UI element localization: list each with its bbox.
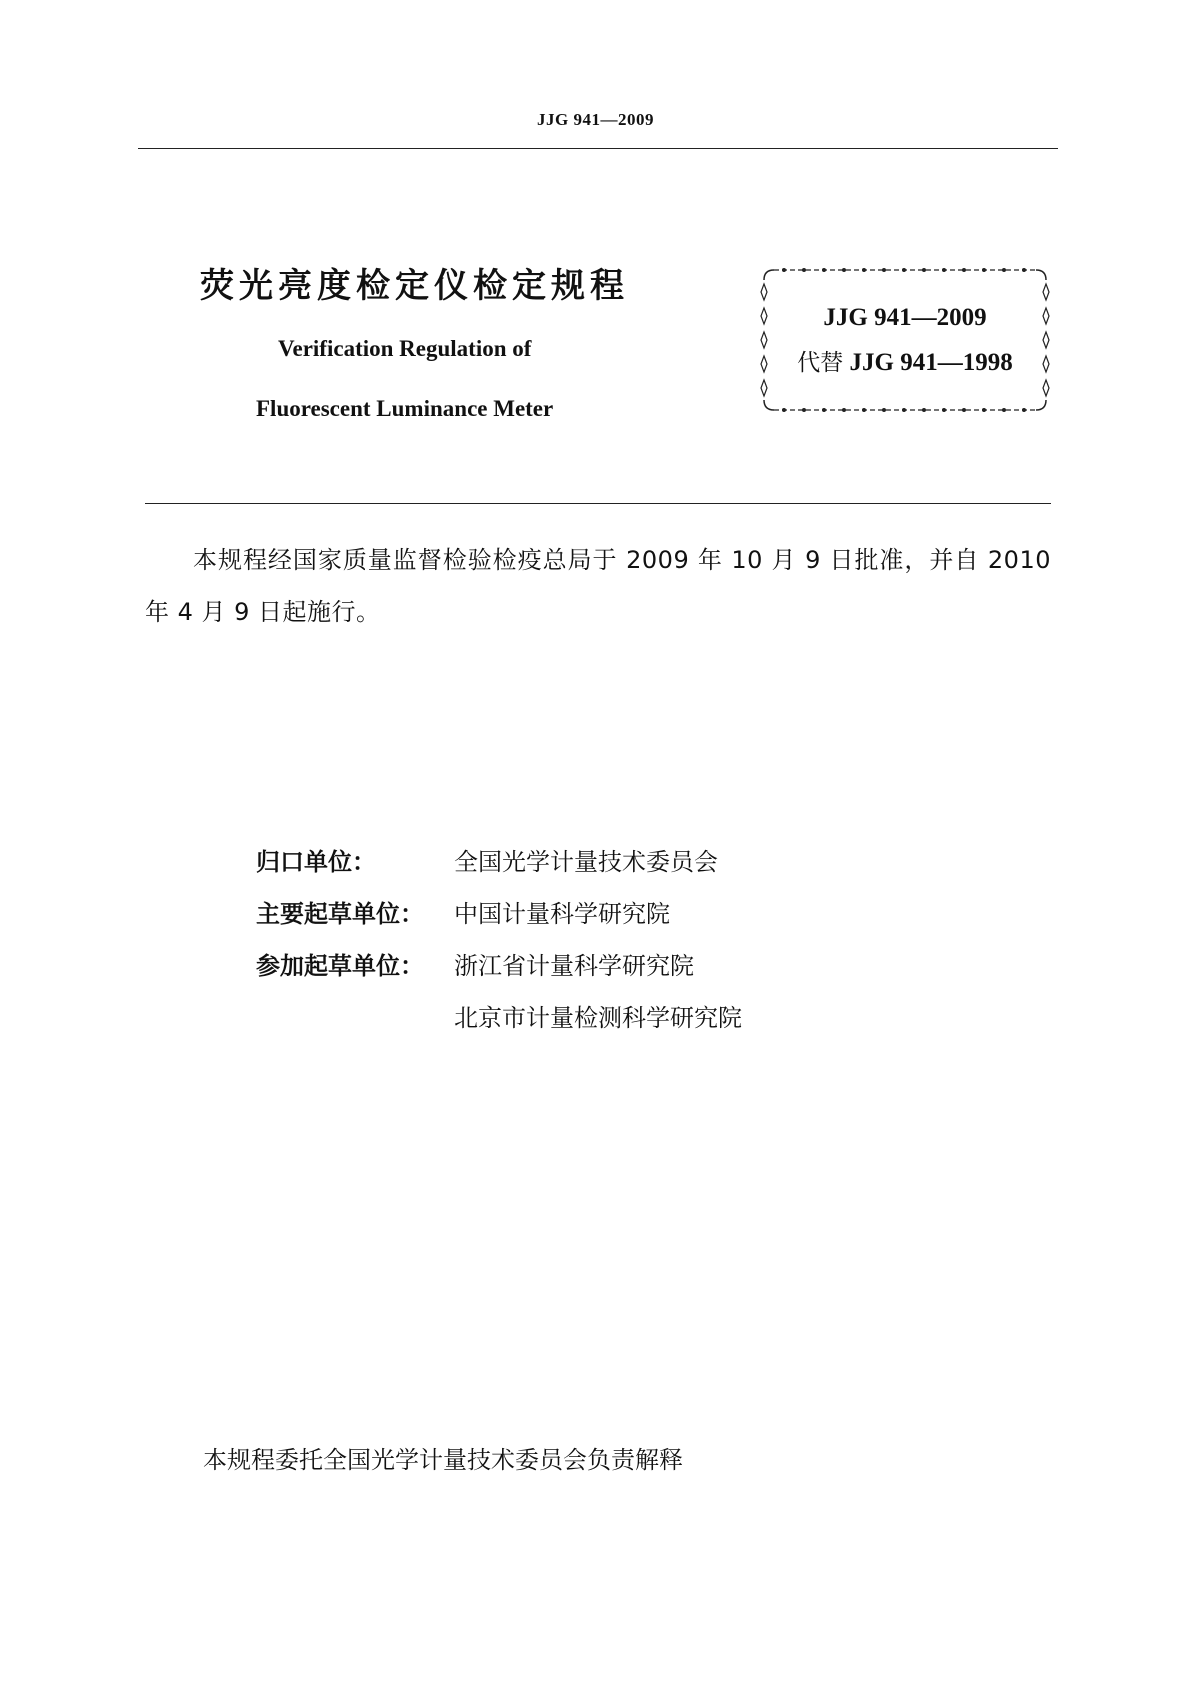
replaces-line — [760, 344, 1050, 377]
running-header-code: JJG 941—2009 — [537, 110, 654, 129]
replaces-code: JJG 941—1998 — [849, 349, 1013, 376]
top-rule — [138, 148, 1058, 149]
title-chinese: 荧光亮度检定仪检定规程 — [200, 266, 629, 306]
org-label-text: 参加起草单位： — [256, 952, 424, 980]
org-label-participating-drafter — [256, 946, 454, 981]
org-value-main-drafter: 中国计量科学研究院 — [454, 900, 670, 928]
title-english-line-2: Fluorescent Luminance Meter — [256, 396, 554, 421]
standard-code: JJG 941—2009 — [823, 304, 987, 331]
org-value-participating-drafter-2: 北京市计量检测科学研究院 — [454, 1004, 742, 1032]
title-english-line-1: Verification Regulation of — [278, 336, 532, 361]
org-value-participating-drafter-1: 浙江省计量科学研究院 — [454, 952, 694, 980]
org-label-main-drafter — [256, 894, 454, 929]
org-label-text: 归口单位： — [256, 848, 376, 876]
approval-statement: 本规程经国家质量监督检验检疫总局于 2009 年 10 月 9 日批准，并自 2010 年 4 月 9 日起施行。 — [145, 546, 1051, 626]
ornamental-border — [760, 266, 1050, 414]
standard-code-box — [760, 266, 1050, 414]
interpretation-note: 本规程委托全国光学计量技术委员会负责解释 — [203, 1446, 683, 1474]
org-label-text: 主要起草单位： — [256, 900, 424, 928]
org-label-responsible — [256, 842, 454, 877]
replaces-label: 代替 — [797, 350, 844, 376]
section-rule — [145, 503, 1051, 504]
org-value-responsible: 全国光学计量技术委员会 — [454, 848, 718, 876]
